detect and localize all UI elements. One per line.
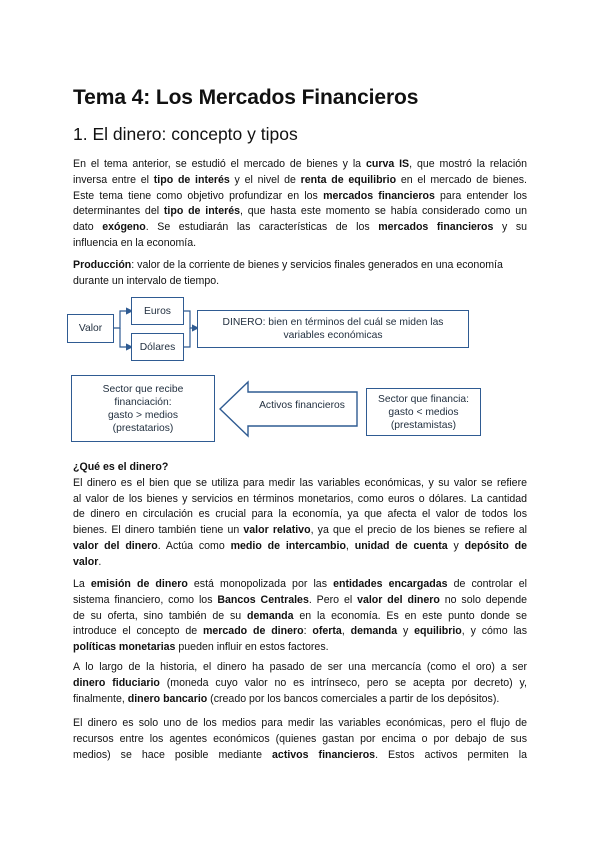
- activos-arrow-label: Activos financieros: [259, 400, 345, 411]
- box-dolares: Dólares: [131, 333, 184, 361]
- box-dinero: DINERO: bien en términos del cuál se miden las variables económicas: [197, 310, 469, 348]
- intro-line-4: determinantes del tipo de interés, que hasta este momento se había considerado como un: [73, 205, 528, 218]
- arrow-dolares-dinero: [184, 328, 190, 347]
- que-es-section: ¿Qué es el dinero? El dinero es el bien que se utiliza para medir las variables económicas, y su valor se refiere al valor de los bienes y servicios en términos monetarios, como euros o dólares. La cantidad de dinero en circulación es crucial para la economía, ya que afecta el valor de todos los bienes. El dinero también tiene un valor relativo, ya que el precio de los bienes se refiere al valor del dinero. Actúa como medio de intercambio, unidad de cuenta y depósito de valor.: [73, 461, 528, 568]
- medios-paragraph: El dinero es solo uno de los medios para medir las variables económicas, pero el flujo de recursos entre los agentes económicos (quienes gastan por encima o por debajo de sus medios) se hace posible mediante activos financieros. Estos activos permiten la: [73, 717, 527, 761]
- arrow-valor-euros: [113, 311, 132, 328]
- box-sector-recibe: Sector que recibe financiación: gasto > medios (prestatarios): [71, 375, 215, 442]
- produccion-term: Producción: [73, 259, 132, 271]
- intro-line-6: influencia en la economía.: [73, 236, 197, 249]
- emision-paragraph: La emisión de dinero está monopolizada por las entidades encargadas de controlar el sistema financiero, como los Bancos Centrales. Pero el valor del dinero no solo depende de su oferta, sino también de su demanda en la economía. Es en este punto donde se introduce el concepto de mercado de dinero: oferta, demanda y equilibrio, y cómo las políticas monetarias pueden influir en estos factores.: [73, 578, 527, 654]
- section-heading: 1. El dinero: concepto y tipos: [73, 124, 298, 144]
- produccion-definition: Producción: valor de la corriente de bienes y servicios finales generados en una economía durante un intervalo de tiempo.: [73, 259, 503, 287]
- que-es-heading: ¿Qué es el dinero?: [73, 461, 169, 473]
- box-euros: Euros: [131, 297, 184, 325]
- box-valor: Valor: [67, 314, 114, 343]
- arrow-euros-dinero: [184, 311, 198, 328]
- intro-line-2: inversa entre el tipo de interés y el nivel de renta de equilibrio en el mercado de bienes.: [73, 173, 527, 186]
- intro-line-5: dato exógeno. Se estudiarán las características de los mercados financieros y su: [73, 221, 528, 234]
- page-title: Tema 4: Los Mercados Financieros: [73, 86, 419, 109]
- box-sector-financia: Sector que financia: gasto < medios (prestamistas): [366, 388, 481, 436]
- intro-line-1: En el tema anterior, se estudió el mercado de bienes y la curva IS, que mostró la relación: [73, 158, 527, 170]
- intro-line-3: Este tema tiene como objetivo profundizar en los mercados financieros para entender los: [73, 189, 528, 202]
- historia-paragraph: A lo largo de la historia, el dinero ha pasado de ser una mercancía (como el oro) a ser dinero fiduciario (moneda cuyo valor no es intrínseco, pero se acepta por decreto) y, finalmente, dinero bancario (creado por los bancos comerciales a partir de los depósitos).: [73, 661, 527, 705]
